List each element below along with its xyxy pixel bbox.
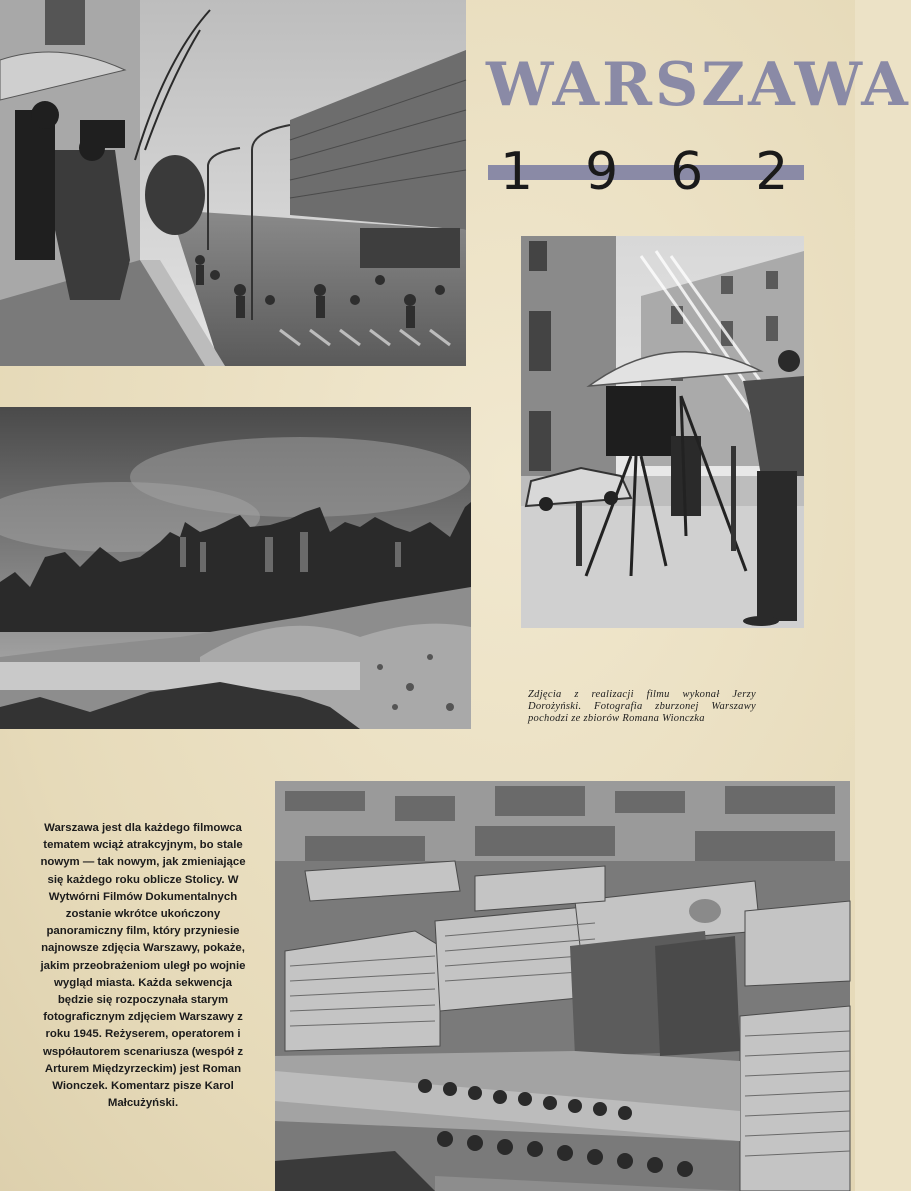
article-text: Warszawa jest dla każdego filmowca tematem wciąż atrakcyjnym, bo stale nowym — tak nowym, jak zmieniające się każdego roku oblicze Stolicy. W Wytwórni Filmów Dokumentalnych zostanie wkrótce ukończony panoramiczny film, który przyniesie najnowsze zdjęcia Warszawy, pokaże, jakim przeobrażeniom uległ po wojnie wygląd miasta. Każda sekwencja będzie się rozpoczynała starym fotograficznym zdjęciem Warszawy z roku 1945. Reżyserem, operatorem i współautorem scenariusza (wespół z Arturem Międzyrzeckim) jest Roman Wionczek. Komentarz pisze Karol Małcużyński. bbox=[40, 822, 246, 1110]
aerial-city-photo bbox=[275, 781, 850, 1191]
camera-tripod-photo bbox=[521, 236, 804, 628]
page-title: WARSZAWA bbox=[486, 50, 911, 120]
year-label: 1962 bbox=[500, 142, 841, 202]
photo-caption: Zdjęcia z realizacji filmu wykonał Jerzy Dorożyński. Fotografia zburzonej Warszawy pochodzi ze zbiorów Romana Wionczka bbox=[528, 689, 756, 724]
ruins-photo bbox=[0, 407, 471, 729]
street-filming-photo bbox=[0, 0, 466, 366]
